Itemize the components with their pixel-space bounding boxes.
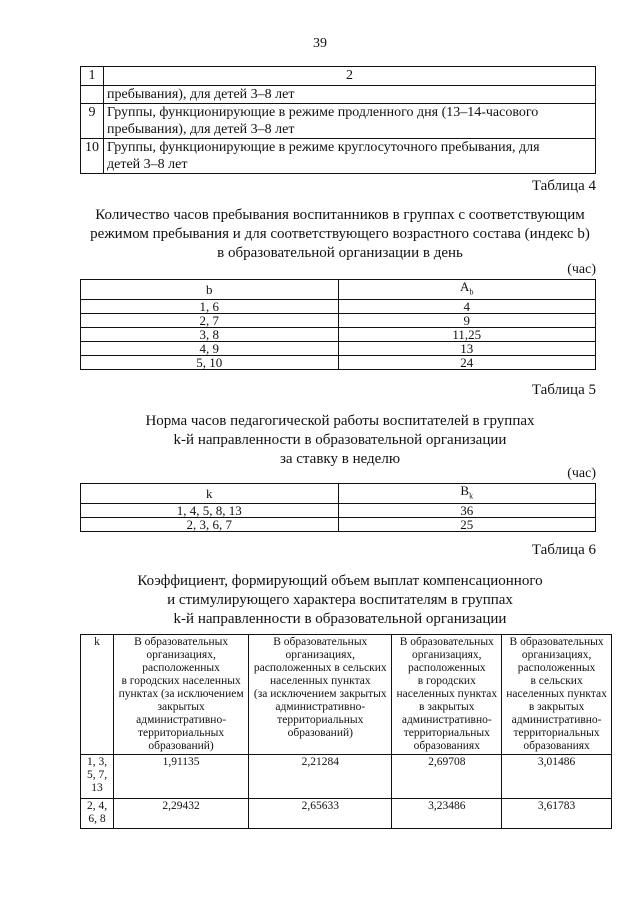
- cell: 36: [338, 503, 596, 517]
- table-row: [81, 503, 596, 517]
- header-subscript: b: [469, 287, 474, 297]
- k-cell: [81, 755, 114, 799]
- cell-line: административно-: [136, 714, 227, 726]
- cell-line: территориальных: [277, 714, 364, 726]
- table-header-row: [81, 635, 612, 755]
- cell-line: организациях,: [285, 649, 356, 661]
- cell: 1, 4, 5, 8, 13: [81, 503, 339, 517]
- title-line: Коэффициент, формирующий объем выплат компенсационного: [137, 573, 543, 589]
- cell-line: территориальных: [403, 727, 490, 739]
- header-cell: [338, 280, 596, 300]
- text-line: Группы, функционирующие в режиме круглосуточного пребывания, для: [107, 140, 540, 155]
- text-line: пребывания), для детей 3–8 лет: [107, 87, 295, 102]
- row-text: [104, 139, 596, 174]
- cell-line: 6, 8: [88, 813, 106, 825]
- table-row: [81, 299, 596, 313]
- row-text: [104, 104, 596, 139]
- table-3-continuation: [80, 66, 596, 174]
- cell-line: населенных пунктах: [269, 675, 371, 687]
- title-line: Норма часов педагогической работы воспитателей в группах: [145, 413, 535, 429]
- cell-line: пунктах (за исключением: [118, 688, 244, 700]
- cell: 4, 9: [81, 341, 339, 355]
- cell: 1,91135: [114, 755, 249, 799]
- cell: 2,29432: [114, 799, 249, 829]
- header-cell-urban: [114, 635, 249, 755]
- cell: 2, 7: [81, 313, 339, 327]
- cell-line: образованиях: [413, 740, 480, 752]
- title-line: в образовательной организации в день: [217, 245, 463, 261]
- text-line: Группы, функционирующие в режиме продленного дня (13–14-часового: [107, 105, 539, 120]
- table-5-title: [60, 412, 620, 469]
- header-cell: 1: [81, 67, 104, 86]
- header-cell: k: [81, 484, 339, 504]
- header-cell-rural-closed: [502, 635, 612, 755]
- cell-line: 5, 7,: [86, 769, 108, 781]
- table-4-unit: (час): [567, 262, 596, 277]
- row-number: 9: [81, 104, 104, 139]
- cell-line: в городских населенных: [121, 675, 241, 687]
- table-row: [81, 355, 596, 369]
- header-cell: 2: [104, 67, 596, 86]
- cell-line: В образовательных: [399, 636, 494, 648]
- cell: 2,21284: [249, 755, 392, 799]
- cell-line: В образовательных: [134, 636, 229, 648]
- cell-line: организациях,: [521, 649, 592, 661]
- row-text: [104, 86, 596, 104]
- table-row: [81, 139, 596, 174]
- cell: 3,01486: [502, 755, 612, 799]
- cell-line: 13: [91, 782, 103, 794]
- cell: 3,61783: [502, 799, 612, 829]
- title-line: k-й направленности в образовательной организации: [173, 611, 507, 627]
- header-main: A: [460, 279, 470, 294]
- cell-line: административно-: [401, 714, 492, 726]
- row-number: [81, 86, 104, 104]
- cell-line: территориальных: [138, 727, 225, 739]
- table-header-row: [81, 67, 596, 86]
- cell-line: населенных пунктах: [506, 688, 607, 700]
- table-row: [81, 327, 596, 341]
- table-4: [80, 279, 596, 370]
- title-line: Количество часов пребывания воспитанников в группах с соответствующим: [95, 207, 585, 223]
- cell: 11,25: [338, 327, 596, 341]
- title-line: и стимулирующего характера воспитателям в группах: [167, 592, 513, 608]
- cell-line: расположенных: [142, 662, 220, 674]
- cell: 13: [338, 341, 596, 355]
- table-header-row: [81, 280, 596, 300]
- header-cell: [338, 484, 596, 504]
- table-row: [81, 341, 596, 355]
- cell: 24: [338, 355, 596, 369]
- cell-line: населенных пунктах: [396, 688, 498, 700]
- table-6-caption: Таблица 6: [531, 542, 596, 558]
- cell-line: образованиях: [523, 740, 590, 752]
- cell: 2,69708: [392, 755, 502, 799]
- row-number: 10: [81, 139, 104, 174]
- cell-line: расположенных: [407, 662, 486, 674]
- table-header-row: [81, 484, 596, 504]
- header-cell-rural: [249, 635, 392, 755]
- header-cell: b: [81, 280, 339, 300]
- table-5-unit: (час): [567, 466, 596, 481]
- cell: 3, 8: [81, 327, 339, 341]
- cell: 25: [338, 517, 596, 531]
- table-row: [81, 755, 612, 799]
- header-cell-k: k: [81, 635, 114, 755]
- header-main: B: [460, 483, 470, 498]
- table-6: [80, 634, 612, 829]
- header-cell-urban-closed: [392, 635, 502, 755]
- text-line: детей 3–8 лет: [107, 157, 188, 172]
- table-5-caption: Таблица 5: [531, 382, 596, 398]
- title-line: режимом пребывания и для соответствующего возрастного состава (индекс b): [90, 226, 590, 242]
- title-line: k-й направленности в образовательной организации: [173, 432, 507, 448]
- text-line: пребывания), для детей 3–8 лет: [107, 122, 295, 137]
- cell-line: в сельских: [530, 675, 583, 687]
- cell-line: 1, 3,: [86, 756, 108, 768]
- cell-line: организациях,: [412, 649, 482, 661]
- cell-line: образований): [148, 740, 214, 752]
- cell-line: В образовательных: [509, 636, 604, 648]
- table-4-title: [60, 206, 620, 263]
- table-6-title: [60, 572, 620, 629]
- title-line: за ставку в неделю: [279, 451, 401, 467]
- cell: 9: [338, 313, 596, 327]
- table-row: [81, 104, 596, 139]
- cell: 3,23486: [392, 799, 502, 829]
- cell: 2, 3, 6, 7: [81, 517, 339, 531]
- page-number: 39: [313, 36, 327, 51]
- cell-line: закрытых: [157, 701, 205, 713]
- table-row: [81, 517, 596, 531]
- cell-line: образований): [287, 727, 353, 739]
- cell-line: расположенных: [517, 662, 596, 674]
- header-subscript: k: [469, 491, 474, 501]
- cell-line: в закрытых: [419, 701, 475, 713]
- cell: 4: [338, 299, 596, 313]
- cell-line: (за исключением закрытых: [253, 688, 387, 700]
- cell-line: организациях,: [146, 649, 216, 661]
- cell: 1, 6: [81, 299, 339, 313]
- cell-line: расположенных в сельских: [253, 662, 387, 674]
- cell: 5, 10: [81, 355, 339, 369]
- cell-line: территориальных: [513, 727, 600, 739]
- table-row: [81, 799, 612, 829]
- table-4-caption: Таблица 4: [531, 178, 596, 194]
- cell-line: административно-: [275, 701, 366, 713]
- cell-line: в закрытых: [528, 701, 585, 713]
- k-cell: [81, 799, 114, 829]
- table-5: [80, 483, 596, 532]
- cell-line: в городских: [417, 675, 476, 687]
- cell-line: административно-: [511, 714, 602, 726]
- cell-line: 2, 4,: [86, 800, 108, 812]
- cell-line: В образовательных: [273, 636, 368, 648]
- cell: 2,65633: [249, 799, 392, 829]
- table-row: [81, 313, 596, 327]
- table-row: [81, 86, 596, 104]
